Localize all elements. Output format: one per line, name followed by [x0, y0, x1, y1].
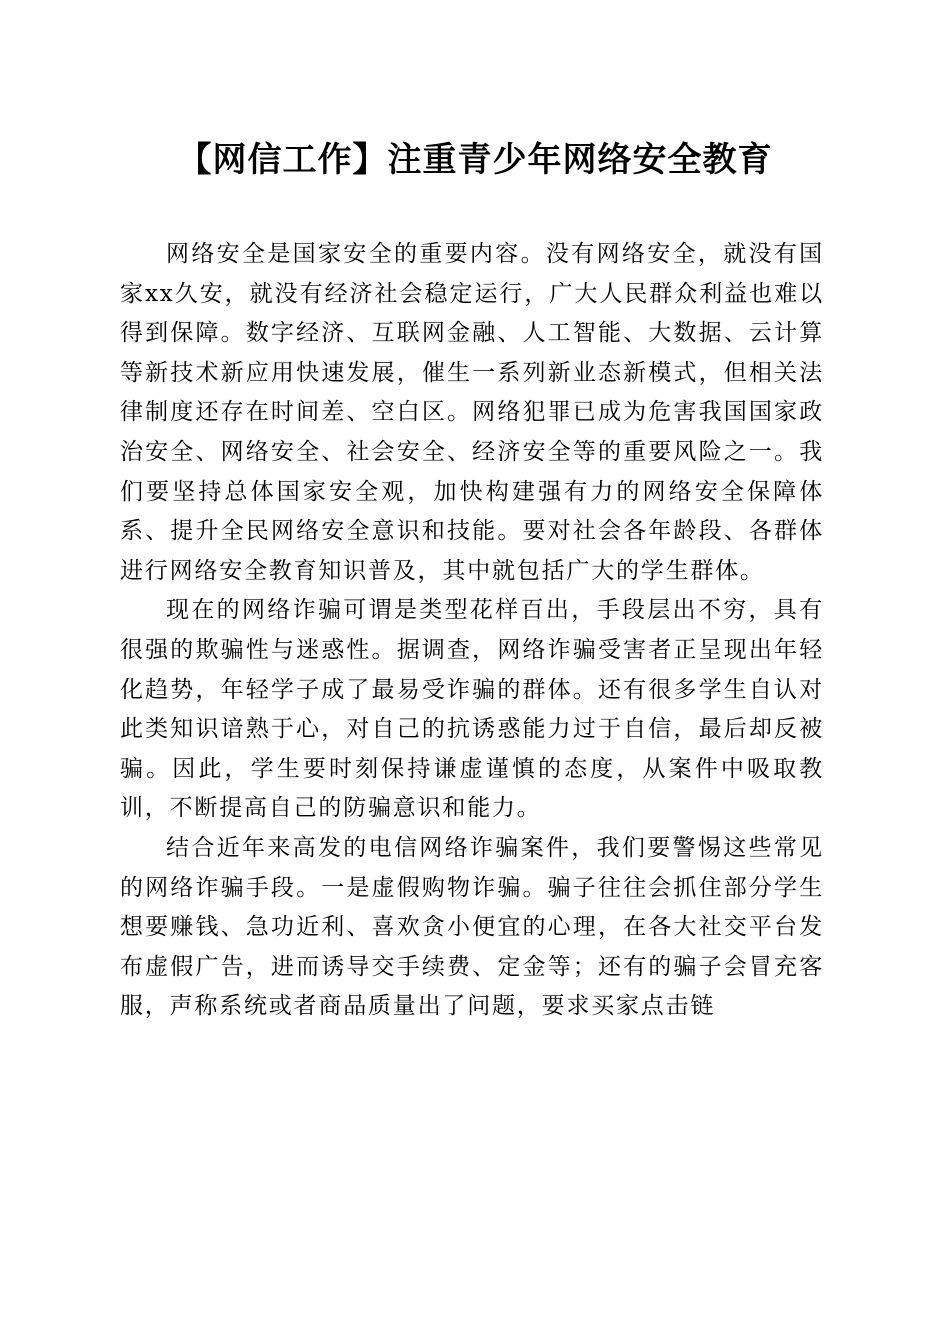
document-body — [120, 235, 824, 1027]
document-title: 【网信工作】注重青少年网络安全教育 — [177, 140, 773, 180]
paragraph-1: 网络安全是国家安全的重要内容。没有网络安全，就没有国家xx久安，就没有经济社会稳定运行，广大人民群众利益也难以得到保障。数字经济、互联网金融、人工智能、大数据、云计算等新技术新应用快速发展，催生一系列新业态新模式，但相关法律制度还存在时间差、空白区。网络犯罪已成为危害我国国家政治安全、网络安全、社会安全、经济安全等的重要风险之一。我们要坚持总体国家安全观，加快构建强有力的网络安全保障体系、提升全民网络安全意识和技能。要对社会各年龄段、各群体进行网络安全教育知识普及，其中就包括广大的学生群体。 — [120, 241, 824, 584]
paragraph-2: 现在的网络诈骗可谓是类型花样百出，手段层出不穷，具有很强的欺骗性与迷惑性。据调查，网络诈骗受害者正呈现出年轻化趋势，年轻学子成了最易受诈骗的群体。还有很多学生自认对此类知识谙熟于心，对自己的抗诱惑能力过于自信，最后却反被骗。因此，学生要时刻保持谦虚谨慎的态度，从案件中吸取教训，不断提高自己的防骗意识和能力。 — [120, 597, 824, 822]
paragraph-3: 结合近年来高发的电信网络诈骗案件，我们要警惕这些常见的网络诈骗手段。一是虚假购物诈骗。骗子往往会抓住部分学生想要赚钱、急功近利、喜欢贪小便宜的心理，在各大社交平台发布虚假广告，进而诱导交手续费、定金等；还有的骗子会冒充客服，声称系统或者商品质量出了问题，要求买家点击链 — [120, 834, 824, 1020]
